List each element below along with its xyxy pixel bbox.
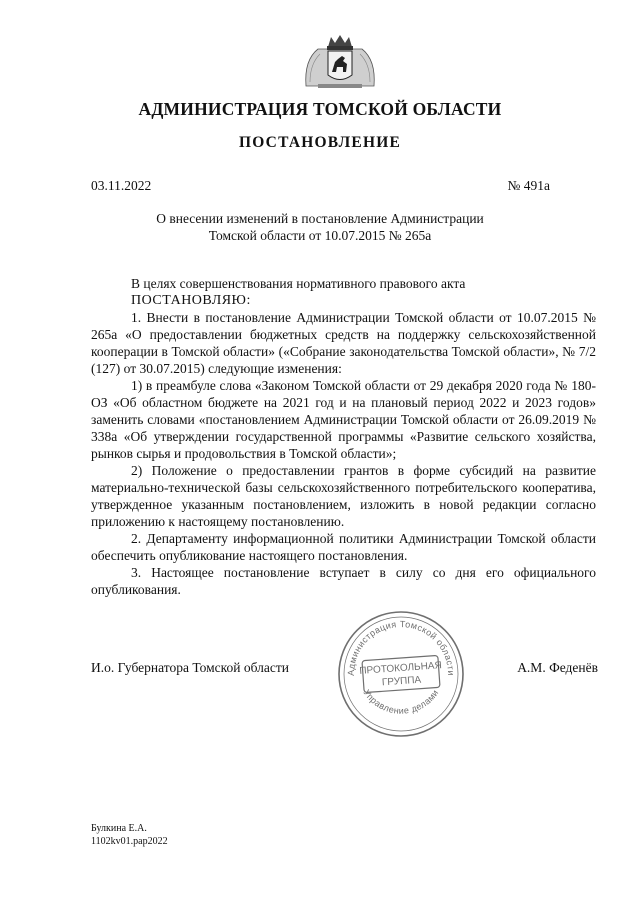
stamp-inner-line: ГРУППА [381, 674, 422, 689]
paragraph-2: 2. Департаменту информационной политики Администрации Томской области обеспечить опубликование настоящего постановления. [91, 531, 596, 563]
signer-name: А.М. Феденёв [517, 660, 598, 675]
organization-title: АДМИНИСТРАЦИЯ ТОМСКОЙ ОБЛАСТИ [138, 99, 502, 119]
paragraph-3: 3. Настоящее постановление вступает в силу со дня его официального опубликования. [91, 565, 596, 597]
subparagraph-1-2: 2) Положение о предоставлении грантов в форме субсидий на развитие материально-технической базы сельскохозяйственного потребительского кооператива, утвержденное указанным постановлением, изложить в новой редакции согласно приложению к настоящему постановлению. [91, 463, 596, 529]
stamp-inner-line: ПРОТОКОЛЬНАЯ [359, 660, 443, 677]
preamble: В целях совершенствования нормативного правового акта [131, 276, 466, 291]
author-name: Булкина Е.А. [91, 823, 147, 834]
stamp-bottom-text: Управление делами [361, 687, 441, 716]
subject-line: О внесении изменений в постановление Администрации [156, 211, 484, 226]
stamp-outer-text: Администрация Томской области [345, 618, 457, 676]
subparagraph-1-1: 1) в преамбуле слова «Законом Томской области от 29 декабря 2020 года № 180-ОЗ «Об областном бюджете на 2021 год и на плановый период 2022 и 2023 годов» заменить словами «постановлением Администрации Томской области от 26.09.2019 № 338а «Об утверждении государственной программы «Развитие сельского хозяйства, рынков сырья и продовольствия в Томской области»; [91, 378, 596, 461]
document-type: ПОСТАНОВЛЕНИЕ [238, 134, 402, 151]
subject-line: Томской области от 10.07.2015 № 265а [208, 228, 432, 243]
decree-word: ПОСТАНОВЛЯЮ: [131, 293, 251, 308]
document-subject [0, 210, 640, 244]
signer-title: И.о. Губернатора Томской области [91, 660, 289, 675]
file-reference: 1102kv01.pap2022 [91, 836, 168, 847]
paragraph-1: 1. Внести в постановление Администрации Томской области от 10.07.2015 № 265а «О предоставлении бюджетных средств на поддержку сельскохозяйственной кооперации в Томской области» («Собрание законодательства Томской области», № 7/2 (127) от 30.07.2015) следующие изменения: [91, 310, 596, 376]
official-stamp [334, 607, 468, 741]
document-body [91, 275, 596, 598]
document-footer [91, 822, 168, 848]
document-number: № 491а [507, 178, 550, 193]
document-date: 03.11.2022 [91, 178, 152, 193]
tomsk-coat-of-arms-icon [298, 34, 382, 92]
